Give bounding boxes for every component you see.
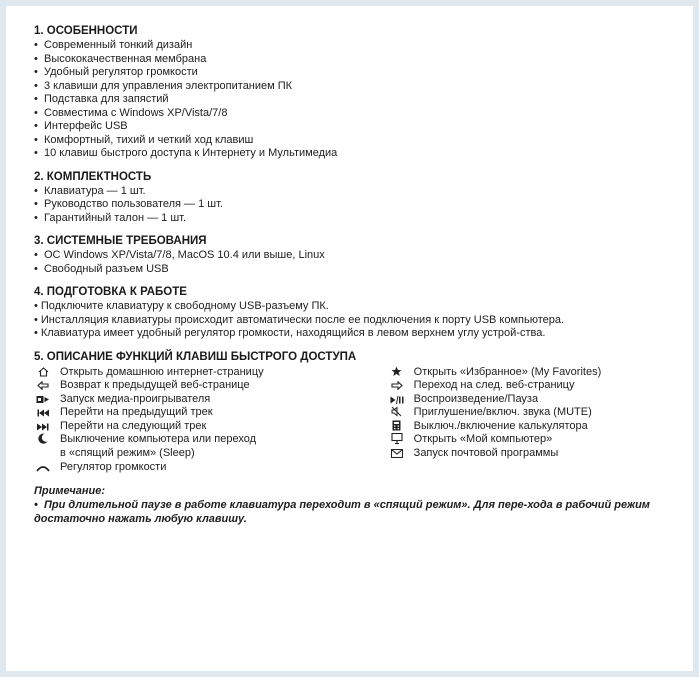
hotkey-row <box>34 433 388 460</box>
features-list <box>34 39 671 161</box>
hotkey-row <box>34 420 388 434</box>
list-item: • Высококачественная мембрана <box>34 53 671 67</box>
hotkeys-left-column <box>34 366 388 475</box>
list-item: • Подставка для запястий <box>34 93 671 107</box>
package-list <box>34 185 671 226</box>
favorites-star-icon <box>388 366 406 380</box>
hotkey-row <box>388 420 671 434</box>
media-player-icon <box>34 393 52 407</box>
hotkey-label: Перейти на следующий трек <box>60 419 207 432</box>
list-item: • Комфортный, тихий и четкий ход клавиш <box>34 134 671 148</box>
hotkey-label: Запуск медиа-проигрывателя <box>60 392 211 405</box>
hotkey-row <box>388 366 671 380</box>
calculator-icon <box>388 420 406 434</box>
hotkey-row <box>34 379 388 393</box>
hotkeys-section <box>34 350 671 475</box>
hotkey-label: Открыть «Мой компьютер» <box>413 433 553 446</box>
hotkey-label: Регулятор громкости <box>60 460 167 473</box>
hotkey-label-line: Выключение компьютера или переход <box>60 433 256 446</box>
volume-knob-icon <box>34 461 52 475</box>
sleep-moon-icon <box>34 433 52 447</box>
hotkey-label: Возврат к предыдущей веб-странице <box>60 379 250 392</box>
hotkey-label: Запуск почтовой программы <box>413 447 559 460</box>
features-section <box>34 24 671 161</box>
hotkey-row <box>34 406 388 420</box>
list-item: • Современный тонкий дизайн <box>34 39 671 53</box>
hotkey-row <box>388 433 671 447</box>
hotkey-label: Приглушение/включ. звука (MUTE) <box>413 406 592 419</box>
note-title: Примечание: <box>34 485 106 498</box>
note-text: При длительной паузе в работе клавиатура переходит в «спящий режим». Для пере-хода в рабочий режим достаточно нажать любую клавишу. <box>34 499 650 526</box>
hotkey-row <box>34 366 388 380</box>
hotkey-row <box>388 447 671 461</box>
hotkey-label-line: в «спящий режим» (Sleep) <box>60 447 195 460</box>
setup-paragraph: • Подключите клавиатуру к свободному USB-разъему ПК. <box>34 300 329 312</box>
list-item: • Удобный регулятор громкости <box>34 66 671 80</box>
list-item: • Совместима с Windows XP/Vista/7/8 <box>34 107 671 121</box>
mute-icon <box>388 406 406 420</box>
requirements-list <box>34 249 671 276</box>
list-item: • Интерфейс USB <box>34 120 671 134</box>
setup-paragraph: • Клавиатура имеет удобный регулятор громкости, находящийся в левом верхнем углу устрой-ства. <box>34 327 546 339</box>
note-section <box>34 484 671 526</box>
note-paragraph: • При длительной паузе в работе клавиатура переходит в «спящий режим». Для пере-хода в рабочий режим достаточно нажать любую клавишу. <box>34 499 650 526</box>
hotkey-row <box>34 461 388 475</box>
hotkey-label: Открыть «Избранное» (My Favorites) <box>413 365 602 378</box>
setup-text: Подключите клавиатуру к свободному USB-разъему ПК. <box>40 300 329 312</box>
hotkey-label: Выключ./включение калькулятора <box>413 419 588 432</box>
home-icon <box>34 366 52 380</box>
manual-page <box>6 6 693 671</box>
setup-section <box>34 285 671 341</box>
hotkey-label: Перейти на предыдущий трек <box>60 406 213 419</box>
hotkey-label: Воспроизведение/Пауза <box>413 392 539 405</box>
setup-paragraph: • Инсталляция клавиатуры происходит автоматически после ее подключения к порту USB компьютера. <box>34 313 565 326</box>
next-track-icon <box>34 420 52 434</box>
setup-heading: 4. ПОДГОТОВКА К РАБОТЕ <box>34 286 187 298</box>
hotkey-row <box>388 379 671 393</box>
list-item: • Свободный разъем USB <box>34 263 671 277</box>
hotkeys-heading: 5. ОПИСАНИЕ ФУНКЦИЙ КЛАВИШ БЫСТРОГО ДОСТУПА <box>34 350 357 363</box>
list-item: • Клавиатура — 1 шт. <box>34 185 671 199</box>
package-section <box>34 170 671 226</box>
list-item: • 10 клавиш быстрого доступа к Интернету и Мультимедиа <box>34 147 671 161</box>
hotkey-label: Открыть домашнюю интернет-страницу <box>60 365 264 378</box>
setup-text: Инсталляция клавиатуры происходит автоматически после ее подключения к порту USB компьютера. <box>40 313 565 326</box>
hotkeys-right-column <box>388 366 671 475</box>
previous-track-icon <box>34 406 52 420</box>
features-heading: 1. ОСОБЕННОСТИ <box>34 25 138 37</box>
hotkey-row <box>388 406 671 420</box>
requirements-heading: 3. СИСТЕМНЫЕ ТРЕБОВАНИЯ <box>34 235 207 247</box>
hotkeys-table <box>34 366 671 475</box>
hotkey-row <box>388 393 671 407</box>
play-pause-icon <box>388 393 406 407</box>
list-item: • Гарантийный талон — 1 шт. <box>34 212 671 226</box>
my-computer-icon <box>388 433 406 447</box>
requirements-section <box>34 234 671 276</box>
hotkey-label <box>60 433 388 460</box>
hotkey-row <box>34 393 388 407</box>
forward-arrow-icon <box>388 379 406 393</box>
list-item: • Руководство пользователя — 1 шт. <box>34 198 671 212</box>
package-heading: 2. КОМПЛЕКТНОСТЬ <box>34 170 152 183</box>
back-arrow-icon <box>34 379 52 393</box>
mail-icon <box>388 447 406 461</box>
list-item: • ОС Windows XP/Vista/7/8, MacOS 10.4 или выше, Linux <box>34 249 671 263</box>
hotkey-label: Переход на след. веб-страницу <box>413 379 575 392</box>
setup-text: Клавиатура имеет удобный регулятор громкости, находящийся в левом верхнем углу устрой-ства. <box>40 327 546 339</box>
list-item: • 3 клавиши для управления электропитанием ПК <box>34 80 671 94</box>
